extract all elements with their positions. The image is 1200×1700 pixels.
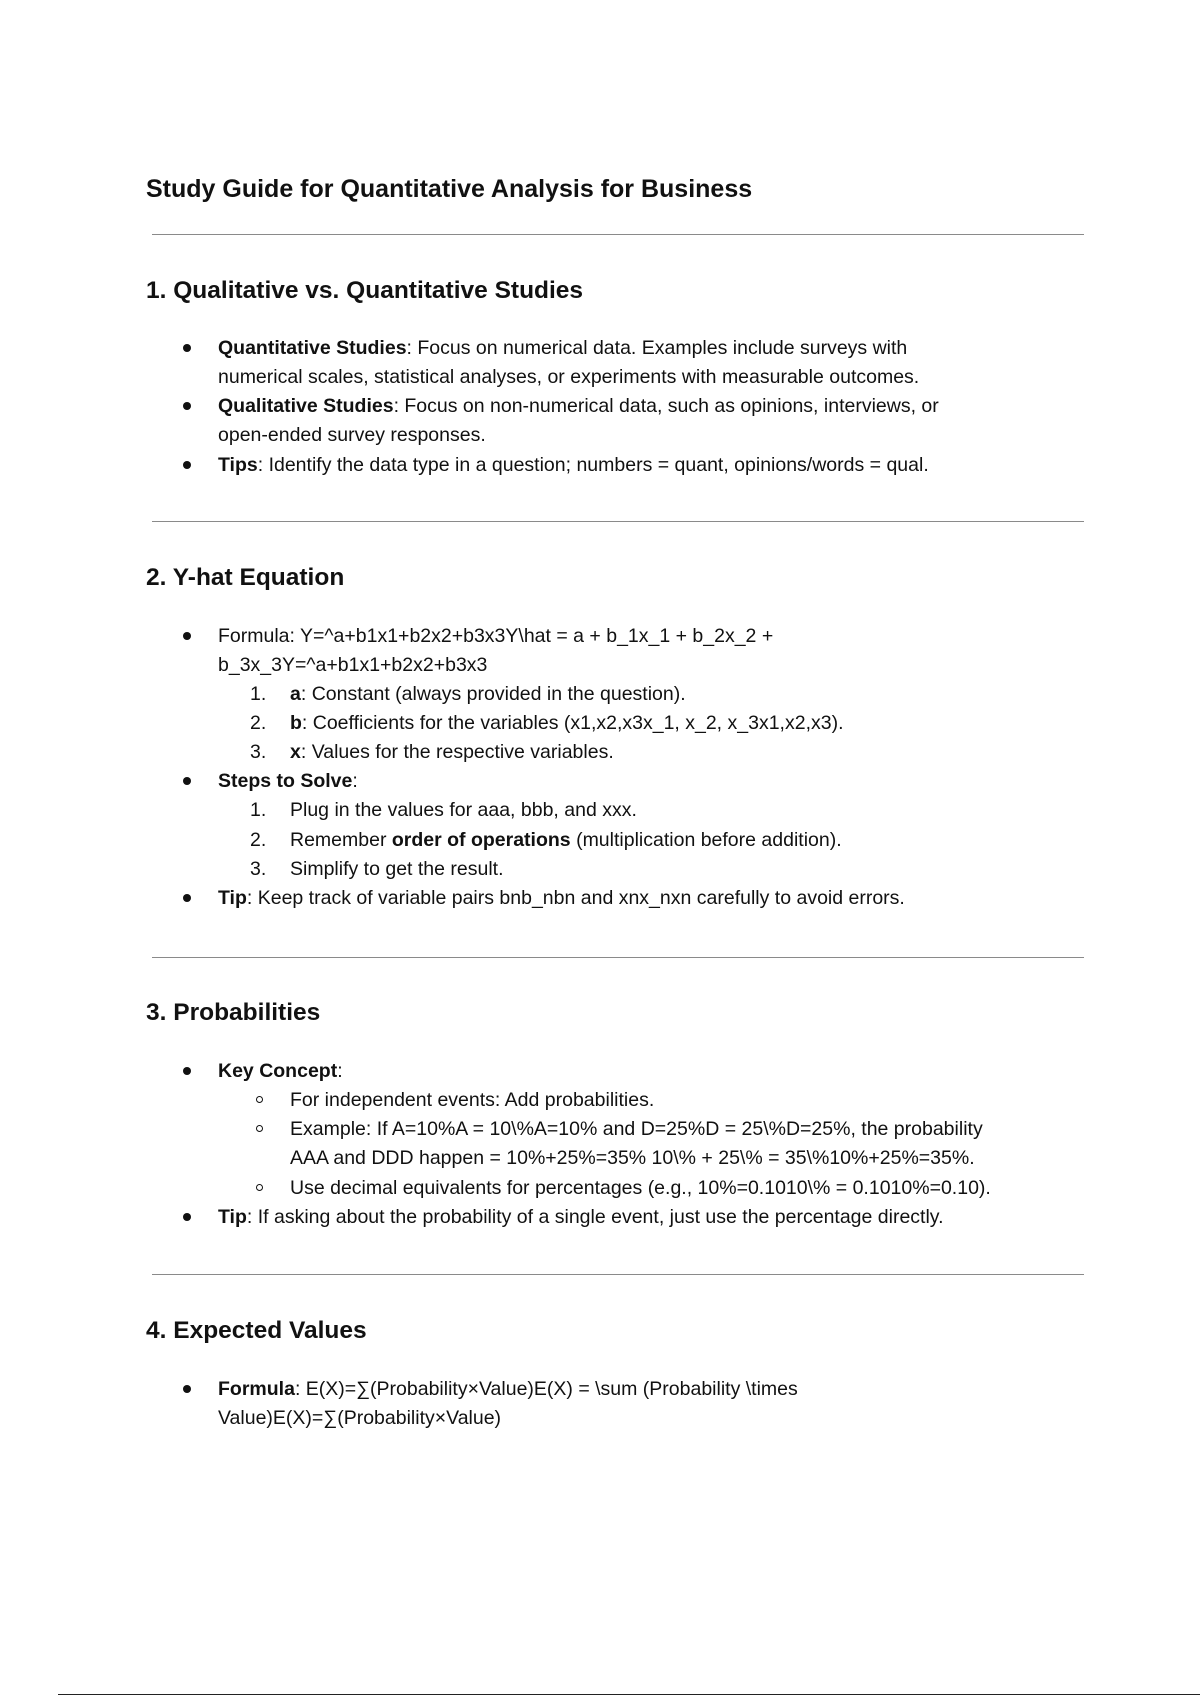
s2-item-2: b: Coefficients for the variables (x1,x2,x3x_1, x_2, x_3x1,x2,x3).	[290, 712, 844, 734]
s1-bullet-2-line-2: open-ended survey responses.	[218, 424, 486, 446]
bullet	[183, 1067, 191, 1075]
bullet	[183, 1385, 191, 1393]
s3-key-concept: Key Concept:	[218, 1060, 343, 1082]
term: Qualitative Studies	[218, 395, 394, 417]
s2-item-1: a: Constant (always provided in the question).	[290, 683, 686, 705]
section-2-heading: 2. Y-hat Equation	[146, 564, 345, 591]
s2-step-2: Remember order of operations (multiplication before addition).	[290, 829, 842, 851]
list-number: 2.	[250, 829, 267, 851]
s2-item-3: x: Values for the respective variables.	[290, 741, 614, 763]
s3-sub-2-line-2: AAA and DDD happen = 10%+25%=35% 10\% + 25\% = 35\%10%+25%=35%.	[290, 1147, 975, 1169]
s2-step-1: Plug in the values for aaa, bbb, and xxx.	[290, 799, 637, 821]
list-number: 3.	[250, 858, 267, 880]
term: Tips	[218, 454, 258, 476]
s4-formula-line-1: Formula: E(X)=∑(Probability×Value)E(X) = \sum (Probability \times	[218, 1378, 798, 1400]
s2-steps-label: Steps to Solve:	[218, 770, 358, 792]
s1-bullet-3: Tips: Identify the data type in a question; numbers = quant, opinions/words = qual.	[218, 454, 929, 476]
s4-formula-line-2: Value)E(X)=∑(Probability×Value)	[218, 1407, 502, 1429]
s2-formula-line-2: b_3x_3Y=^a+b1x1+b2x2+b3x3	[218, 654, 488, 676]
s1-bullet-1-line-1: Quantitative Studies: Focus on numerical data. Examples include surveys with	[218, 337, 908, 359]
section-4-heading: 4. Expected Values	[146, 1317, 367, 1344]
bullet	[183, 894, 191, 902]
s3-tip: Tip: If asking about the probability of a single event, just use the percentage directly.	[218, 1206, 944, 1228]
list-number: 2.	[250, 712, 267, 734]
document-title: Study Guide for Quantitative Analysis for Business	[146, 175, 753, 203]
s1-bullet-2-line-1: Qualitative Studies: Focus on non-numerical data, such as opinions, interviews, or	[218, 395, 939, 417]
s2-formula-line-1: Formula: Y=^a+b1x1+b2x2+b3x3Y\hat = a + b_1x_1 + b_2x_2 +	[218, 625, 774, 647]
s3-sub-1: For independent events: Add probabilities.	[290, 1089, 655, 1111]
section-3-heading: 3. Probabilities	[146, 999, 321, 1026]
s3-sub-3: Use decimal equivalents for percentages (e.g., 10%=0.1010\% = 0.1010%=0.10).	[290, 1177, 991, 1199]
divider	[152, 1274, 1084, 1275]
s3-sub-2-line-1: Example: If A=10%A = 10\%A=10% and D=25%D = 25\%D=25%, the probability	[290, 1118, 983, 1140]
bullet	[183, 777, 191, 785]
sub-bullet	[256, 1125, 263, 1132]
divider	[152, 234, 1084, 235]
bullet	[183, 402, 191, 410]
bullet	[183, 1213, 191, 1221]
s2-tip: Tip: Keep track of variable pairs bnb_nbn and xnx_nxn carefully to avoid errors.	[218, 887, 905, 909]
s2-step-3: Simplify to get the result.	[290, 858, 504, 880]
page-bottom-border	[58, 1694, 1200, 1695]
s1-bullet-1-line-2: numerical scales, statistical analyses, or experiments with measurable outcomes.	[218, 366, 920, 388]
term: Quantitative Studies	[218, 337, 407, 359]
bullet	[183, 632, 191, 640]
list-number: 1.	[250, 799, 267, 821]
list-number: 1.	[250, 683, 267, 705]
list-number: 3.	[250, 741, 267, 763]
bullet	[183, 344, 191, 352]
sub-bullet	[256, 1184, 263, 1191]
bullet	[183, 461, 191, 469]
divider	[152, 957, 1084, 958]
sub-bullet	[256, 1096, 263, 1103]
divider	[152, 521, 1084, 522]
section-1-heading: 1. Qualitative vs. Quantitative Studies	[146, 277, 584, 304]
